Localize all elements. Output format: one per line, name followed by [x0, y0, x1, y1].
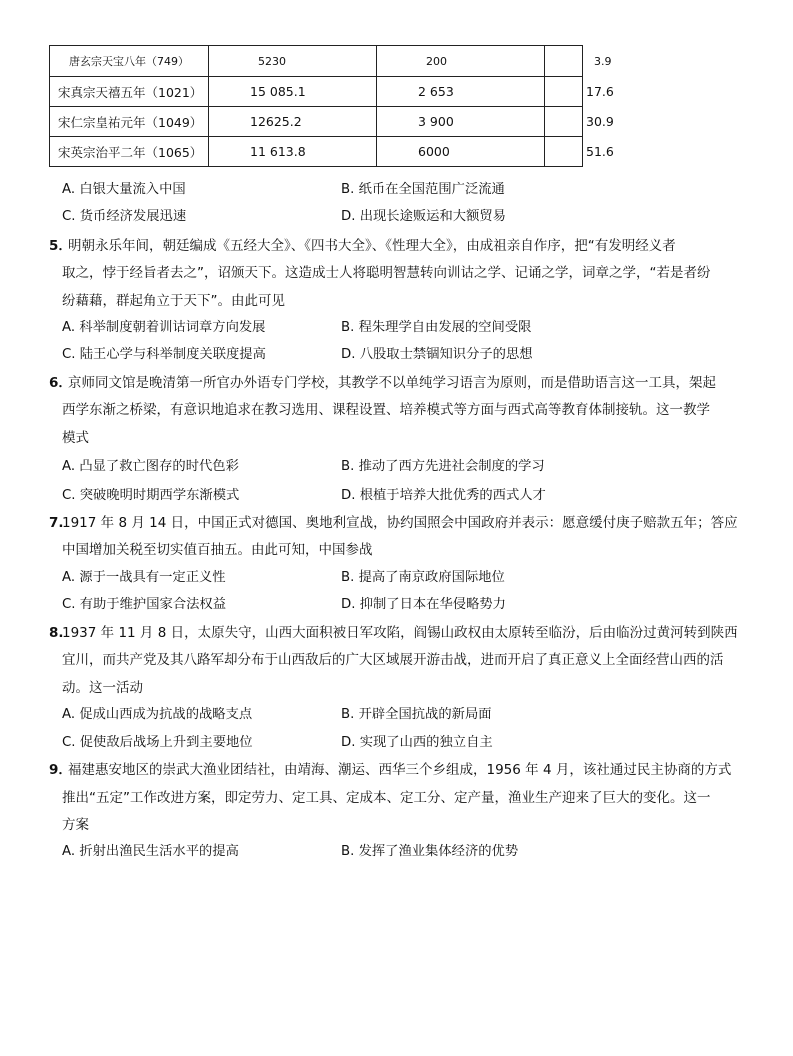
q8-stem-line: 1937 年 11 月 8 日，太原失守，山西大面积被日军攻陷，阎锡山政权由太原转至临汾，后由临汾过黄河转到陕西 — [62, 625, 738, 641]
q7-option-b: B. 提高了南京政府国际地位 — [341, 570, 505, 585]
table-cell: 17.6 — [545, 77, 583, 107]
q9-stem-line: 方案 — [62, 817, 89, 833]
q7-stem-line: 1917 年 8 月 14 日，中国正式对德国、奥地利宣战，协约国照会中国政府并表示：愿意缓付庚子赔款五年；答应 — [62, 515, 738, 531]
q4-option-b: B. 纸币在全国范围广泛流通 — [341, 182, 505, 197]
table-cell: 宋仁宗皇祐元年（1049） — [50, 107, 209, 137]
q9-number: 9． — [49, 762, 72, 778]
q5-stem-line: 纷藉藉，群起角立于天下”。由此可见 — [62, 293, 285, 309]
q9-stem-line: 推出“五定”工作改进方案，即定劳力、定工具、定成本、定工分、定产量，渔业生产迎来了巨大的变化。这一 — [62, 790, 711, 806]
q7-stem-line: 中国增加关税至切实值百抽五。由此可知，中国参战 — [62, 542, 373, 558]
table-row — [50, 107, 583, 137]
q8-stem-line: 宜川，而共产党及其八路军却分布于山西敌后的广大区域展开游击战，进而开启了真正意义上全面经营山西的活 — [62, 652, 724, 668]
table-cell: 15 085.1 — [209, 77, 377, 107]
q6-option-a: A. 凸显了救亡图存的时代色彩 — [62, 459, 239, 474]
q5-stem-line: 取之，悖于经旨者去之”，诏颁天下。这造成士人将聪明智慧转向训诂之学、记诵之学，词章之学，“若是者纷 — [62, 265, 711, 281]
q5-number: 5． — [49, 238, 72, 254]
q8-option-c: C. 促使敌后战场上升到主要地位 — [62, 735, 253, 750]
q6-option-b: B. 推动了西方先进社会制度的学习 — [341, 459, 545, 474]
q6-option-c: C. 突破晚明时期西学东渐模式 — [62, 488, 240, 503]
q4-option-c: C. 货币经济发展迅速 — [62, 209, 187, 224]
q4-option-d: D. 出现长途贩运和大额贸易 — [341, 209, 506, 224]
table-cell: 11 613.8 — [209, 137, 377, 167]
table-cell: 唐玄宗天宝八年（749） — [50, 46, 209, 77]
q7-option-d: D. 抑制了日本在华侵略势力 — [341, 597, 506, 612]
table-cell: 宋真宗天禧五年（1021） — [50, 77, 209, 107]
q5-option-b: B. 程朱理学自由发展的空间受限 — [341, 320, 532, 335]
q9-option-a: A. 折射出渔民生活水平的提高 — [62, 844, 239, 859]
q8-option-a: A. 促成山西成为抗战的战略支点 — [62, 707, 253, 722]
q5-option-d: D. 八股取士禁锢知识分子的思想 — [341, 347, 533, 362]
q7-option-c: C. 有助于维护国家合法权益 — [62, 597, 227, 612]
q5-option-c: C. 陆王心学与科举制度关联度提高 — [62, 347, 266, 362]
table-cell: 12625.2 — [209, 107, 377, 137]
table-row — [50, 137, 583, 167]
table-cell: 30.9 — [545, 107, 583, 137]
table-cell: 5230 — [209, 46, 377, 77]
q9-stem-line: 福建惠安地区的崇武大渔业团结社，由靖海、潮运、西华三个乡组成，1956 年 4 月，该社通过民主协商的方式 — [68, 762, 732, 778]
q4-option-a: A. 白银大量流入中国 — [62, 182, 186, 197]
table-cell: 宋英宗治平二年（1065） — [50, 137, 209, 167]
data-table — [49, 45, 614, 167]
q8-number: 8. — [49, 625, 64, 641]
table-row — [50, 46, 583, 77]
table-cell: 200 — [377, 46, 545, 77]
q6-stem-line: 京师同文馆是晚清第一所官办外语专门学校，其教学不以单纯学习语言为原则，而是借助语言这一工具，架起 — [68, 375, 716, 391]
q9-option-b: B. 发挥了渔业集体经济的优势 — [341, 844, 519, 859]
table-cell: 2 653 — [377, 77, 545, 107]
q6-number: 6． — [49, 375, 72, 391]
q6-stem-line: 模式 — [62, 430, 89, 446]
q7-option-a: A. 源于一战具有一定正义性 — [62, 570, 226, 585]
q6-option-d: D. 根植于培养大批优秀的西式人才 — [341, 488, 546, 503]
table-cell: 6000 — [377, 137, 545, 167]
table-cell: 3 900 — [377, 107, 545, 137]
q5-option-a: A. 科举制度朝着训诂词章方向发展 — [62, 320, 266, 335]
q6-stem-line: 西学东渐之桥梁，有意识地追求在教习选用、课程设置、培养模式等方面与西式高等教育体制接轨。这一教学 — [62, 402, 710, 418]
table-row — [50, 77, 583, 107]
q8-option-d: D. 实现了山西的独立自主 — [341, 735, 493, 750]
q7-number: 7. — [49, 515, 64, 531]
q8-option-b: B. 开辟全国抗战的新局面 — [341, 707, 492, 722]
q5-stem-line: 明朝永乐年间，朝廷编成《五经大全》、《四书大全》、《性理大全》，由成祖亲自作序，把“有发明经义者 — [68, 238, 676, 254]
table-cell: 3.9 — [545, 46, 583, 77]
table-cell: 51.6 — [545, 137, 583, 167]
q8-stem-line: 动。这一活动 — [62, 680, 143, 696]
